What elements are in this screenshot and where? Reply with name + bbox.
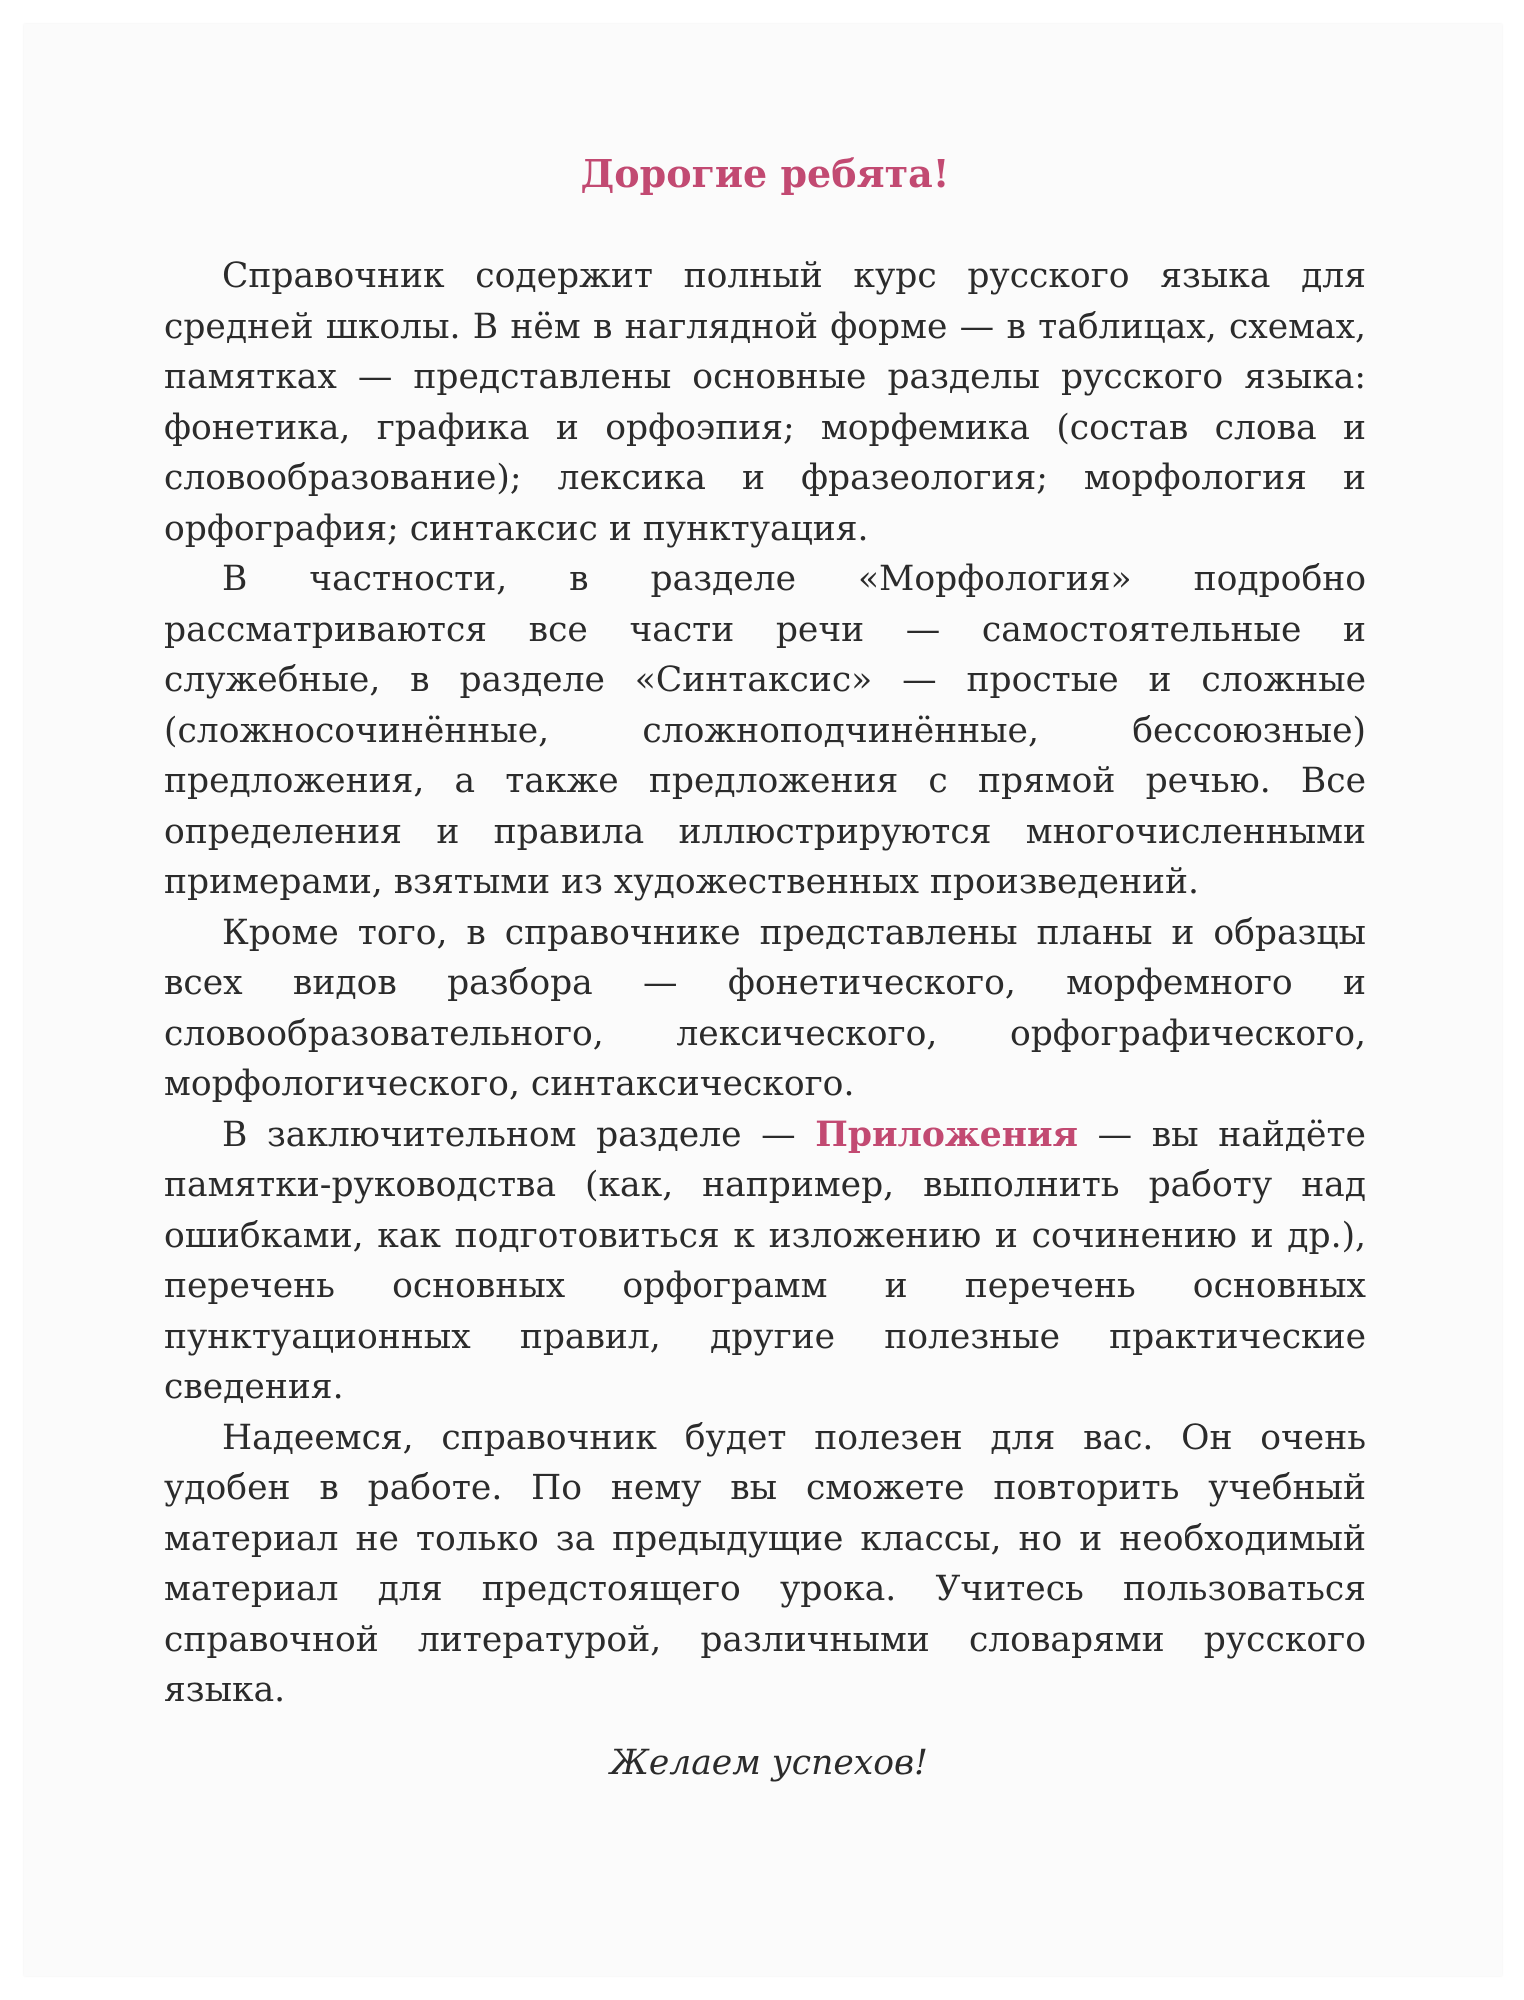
page-title: Дорогие ребята! (580, 151, 950, 196)
closing-wish: Желаем успехов! (610, 1742, 928, 1783)
paragraph-sections: В частности, в разделе «Морфология» подробно рассматриваются все части речи — самостоятельные и служебные, в разделе «Синтаксис» — простые и сложные (сложносочинённые, сложноподчинённые, бессоюзные) предложения, а также предложения с прямой речью. Все определения и правила иллюстрируются многочисленными примерами, взятыми из художественных произведений. (164, 559, 1366, 902)
paragraph-appendix-before: В заключительном разделе — (222, 1114, 816, 1155)
paragraph-intro: Справочник содержит полный курс русского языка для средней школы. В нём в наглядной форме — в таблицах, схемах, памятках — представлены основные разделы русского языка: фонетика, графика и орфоэпия; морфемика (состав слова и словообразование); лексика и фразеология; морфология и орфография; синтаксис и пунктуация. (164, 256, 1366, 549)
document-page (24, 24, 1502, 1976)
appendix-highlight: Приложения (815, 1114, 1079, 1155)
paragraph-appendix (164, 1110, 1366, 1413)
paragraph-conclusion: Надеемся, справочник будет полезен для вас. Он очень удобен в работе. По нему вы сможете повторить учебный материал не только за предыдущие классы, но и необходимый материал для предстоящего урока. Учитесь пользоваться справочной литературой, различными словарями русского языка. (164, 1417, 1366, 1710)
paragraph-analysis: Кроме того, в справочнике представлены планы и образцы всех видов разбора — фонетического, морфемного и словообразовательного, лексического, орфографического, морфологического, синтаксического. (164, 912, 1366, 1104)
paragraph-appendix-after: — вы найдёте памятки-руководства (как, например, выполнить работу над ошибками, как подготовиться к изложению и сочинению и др.), перечень основных орфограмм и перечень основных пунктуационных правил, другие полезные практические сведения. (164, 1114, 1366, 1407)
page-content (164, 149, 1366, 1822)
